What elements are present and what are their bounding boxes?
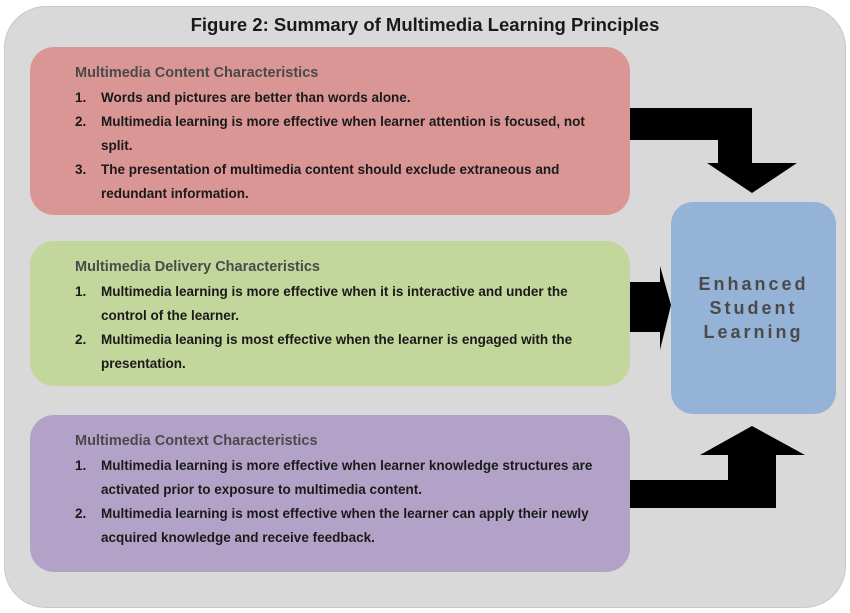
principle-item: 1. Multimedia learning is more effective when it is interactive and under the control of the learner. [75, 284, 568, 323]
figure-title: Figure 2: Summary of Multimedia Learning Principles [190, 14, 660, 35]
outcome-label: Enhanced Student Learning [698, 274, 809, 342]
principle-item: 1. Words and pictures are better than words alone. [75, 90, 411, 105]
principle-item: 2. Multimedia learning is most effective when the learner can apply their newly acquired knowledge and receive feedback. [75, 506, 589, 545]
arrow-up-icon [630, 426, 805, 508]
box-heading: Multimedia Context Characteristics [75, 433, 318, 449]
principle-item: 1. Multimedia learning is more effective when learner knowledge structures are activated prior to exposure to multimedia content. [75, 458, 593, 497]
arrow-down-icon [630, 108, 797, 193]
box-heading: Multimedia Delivery Characteristics [75, 259, 320, 275]
box-heading: Multimedia Content Characteristics [75, 65, 319, 81]
arrow-right-icon [630, 266, 671, 350]
principle-item: 2. Multimedia learning is more effective when learner attention is focused, not split. [75, 114, 585, 153]
principle-item: 2. Multimedia leaning is most effective when the learner is engaged with the presentation. [75, 332, 573, 371]
principle-item: 3. The presentation of multimedia content should exclude extraneous and redundant information. [75, 162, 560, 201]
